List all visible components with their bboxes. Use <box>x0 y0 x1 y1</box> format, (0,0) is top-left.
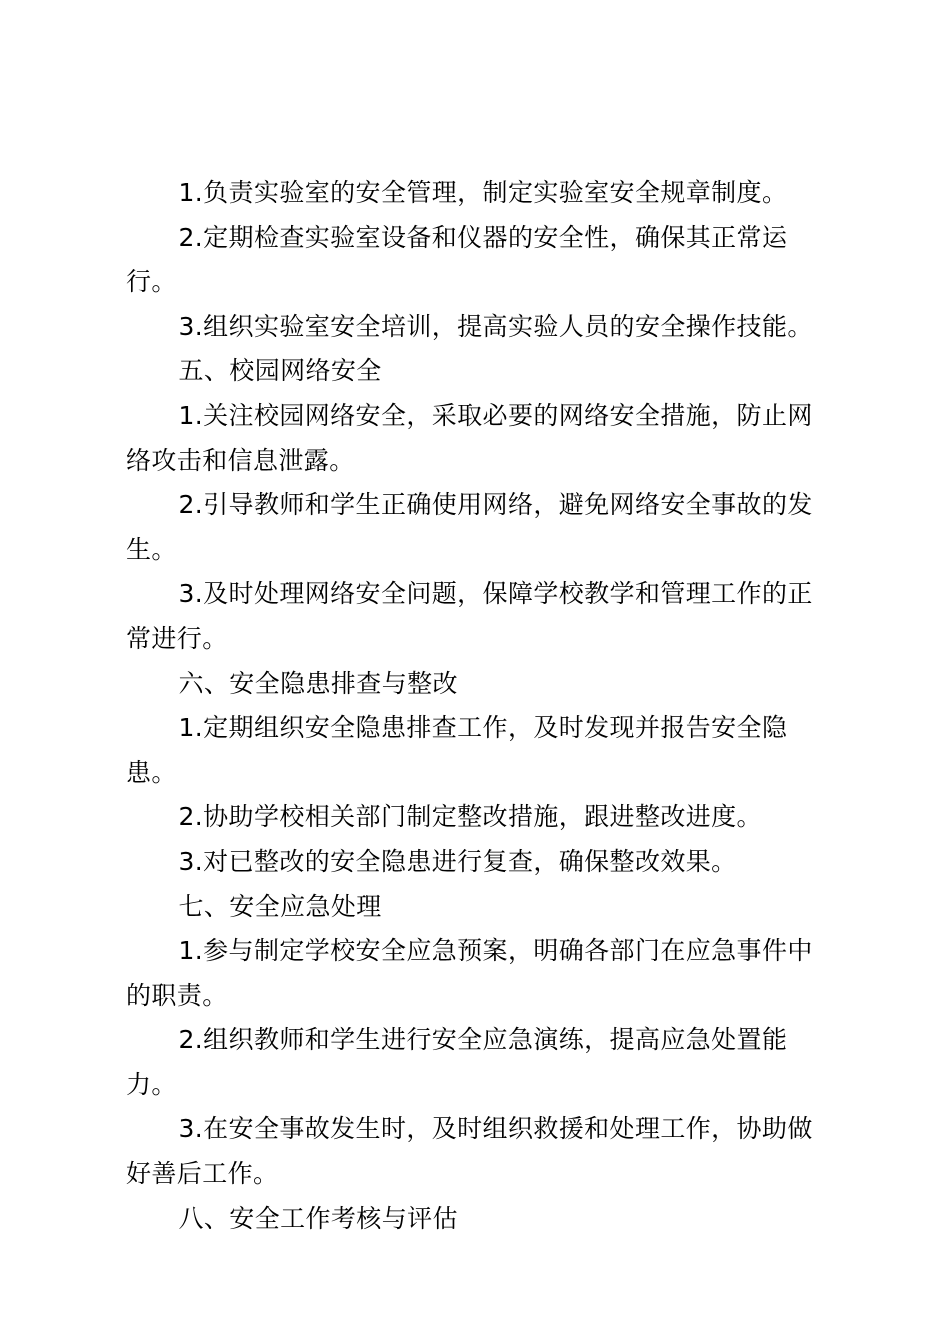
network-item-1: 1.关注校园网络安全，采取必要的网络安全措施，防止网络攻击和信息泄露。 <box>126 400 813 475</box>
lab-item-1: 1.负责实验室的安全管理，制定实验室安全规章制度。 <box>178 178 788 207</box>
section-heading-assessment: 八、安全工作考核与评估 <box>178 1203 458 1233</box>
hazard-item-1: 1.定期组织安全隐患排查工作，及时发现并报告安全隐患。 <box>126 713 788 787</box>
document-body <box>126 171 820 1241</box>
section-heading-hazard-inspection: 六、安全隐患排查与整改 <box>178 668 458 698</box>
lab-item-2: 2.定期检查实验室设备和仪器的安全性，确保其正常运行。 <box>126 222 788 297</box>
section-heading-emergency: 七、安全应急处理 <box>178 891 382 921</box>
emergency-item-3: 3.在安全事故发生时，及时组织救援和处理工作，协助做好善后工作。 <box>126 1114 813 1189</box>
emergency-item-2: 2.组织教师和学生进行安全应急演练，提高应急处置能力。 <box>126 1025 788 1099</box>
hazard-item-2: 2.协助学校相关部门制定整改措施，跟进整改进度。 <box>178 802 762 832</box>
section-heading-network-security: 五、校园网络安全 <box>178 356 382 386</box>
network-item-3: 3.及时处理网络安全问题，保障学校教学和管理工作的正常进行。 <box>126 579 813 653</box>
lab-item-3: 3.组织实验室安全培训，提高实验人员的安全操作技能。 <box>178 311 813 341</box>
network-item-2: 2.引导教师和学生正确使用网络，避免网络安全事故的发生。 <box>126 490 813 564</box>
emergency-item-1: 1.参与制定学校安全应急预案，明确各部门在应急事件中的职责。 <box>126 936 813 1010</box>
hazard-item-3: 3.对已整改的安全隐患进行复查，确保整改效果。 <box>178 846 737 876</box>
